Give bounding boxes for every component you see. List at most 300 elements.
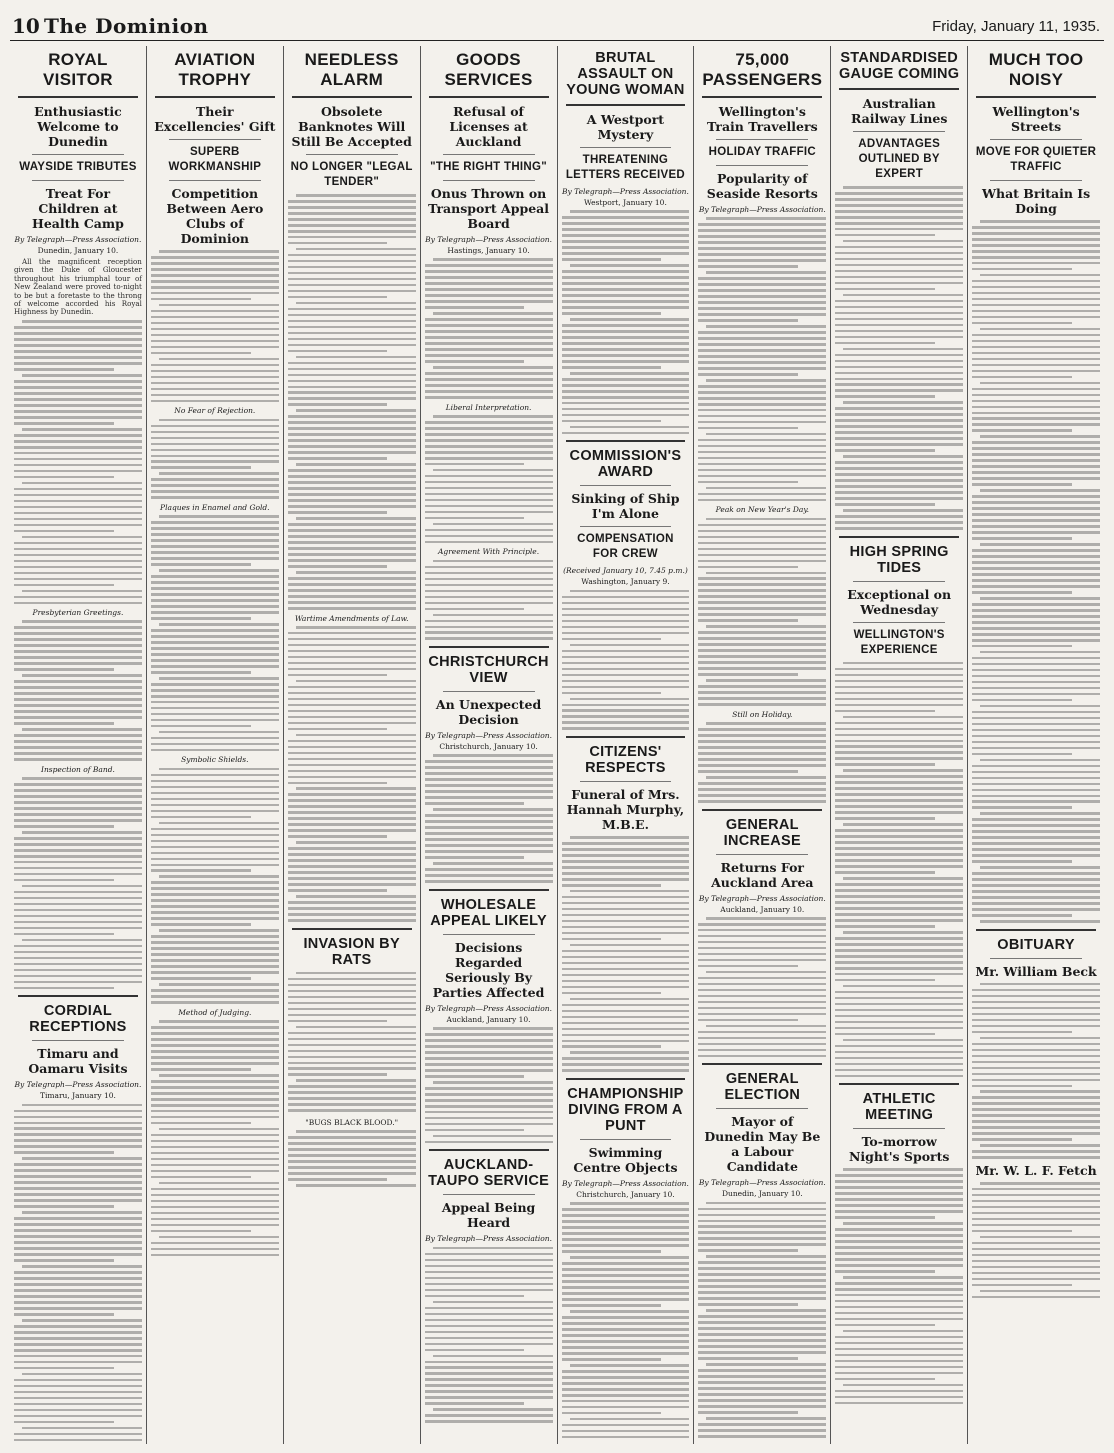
text-line	[835, 1009, 963, 1012]
text-line	[159, 1182, 279, 1185]
text-line	[425, 1057, 553, 1060]
text-line	[14, 722, 114, 725]
text-line	[562, 1016, 690, 1019]
text-line	[698, 463, 826, 466]
text-line	[562, 602, 690, 605]
text-line	[698, 481, 798, 484]
text-line	[151, 262, 279, 265]
text-line	[698, 536, 826, 539]
text-line	[698, 343, 826, 346]
deck: An Unexpected Decision	[435, 697, 542, 728]
text-line	[706, 487, 826, 490]
text-line	[151, 911, 279, 914]
text-line	[288, 1172, 416, 1175]
text-line	[835, 467, 963, 470]
text-line	[22, 428, 142, 431]
text-line	[288, 427, 416, 430]
text-line	[698, 337, 826, 340]
text-line	[835, 1003, 963, 1006]
text-line	[14, 1307, 142, 1310]
text-line	[288, 224, 416, 227]
text-line	[425, 880, 553, 883]
article-text	[425, 1027, 553, 1143]
text-line	[972, 747, 1100, 750]
text-line	[14, 1313, 114, 1316]
text-line	[835, 1051, 963, 1054]
text-line	[835, 413, 963, 416]
text-line	[288, 475, 416, 478]
text-line	[972, 537, 1072, 540]
text-line	[425, 856, 525, 859]
text-line	[972, 519, 1100, 522]
subdeck: MOVE FOR QUIETER TRAFFIC	[975, 146, 1097, 173]
text-line	[14, 350, 142, 353]
text-line	[698, 673, 798, 676]
text-line	[14, 554, 142, 557]
text-line	[288, 686, 416, 689]
text-line	[14, 963, 142, 966]
text-line	[433, 415, 553, 418]
text-line	[425, 1141, 553, 1144]
text-line	[835, 204, 963, 207]
text-line	[151, 1164, 279, 1167]
text-line	[835, 1282, 963, 1285]
text-line	[288, 1008, 416, 1011]
text-line	[288, 978, 416, 981]
text-line	[14, 1289, 142, 1292]
text-line	[698, 1327, 826, 1330]
text-line	[425, 511, 553, 514]
text-line	[835, 775, 963, 778]
text-line	[288, 782, 388, 785]
text-line	[698, 235, 826, 238]
text-line	[14, 903, 142, 906]
text-line	[425, 1396, 553, 1399]
text-line	[288, 1002, 416, 1005]
text-line	[159, 768, 279, 771]
text-line	[159, 1128, 279, 1131]
text-line	[151, 995, 279, 998]
text-line	[151, 310, 279, 313]
text-line	[835, 330, 963, 333]
text-line	[425, 1069, 553, 1072]
text-line	[14, 572, 142, 575]
text-line	[288, 380, 416, 383]
text-line	[14, 855, 142, 858]
article-text	[151, 1020, 279, 1256]
text-line	[288, 493, 416, 496]
text-line	[151, 400, 279, 403]
text-line	[14, 686, 142, 689]
text-line	[972, 1055, 1100, 1058]
text-line	[151, 923, 251, 926]
text-line	[562, 1208, 690, 1211]
credit-line: (Received January 10, 7.45 p.m.)	[563, 566, 688, 576]
text-line	[425, 306, 525, 309]
text-line	[698, 1375, 826, 1378]
text-line	[425, 838, 553, 841]
text-line	[562, 300, 690, 303]
text-line	[698, 1001, 826, 1004]
text-line	[972, 848, 1100, 851]
text-line	[562, 252, 690, 255]
text-line	[425, 1402, 525, 1405]
text-line	[288, 638, 416, 641]
text-line	[14, 662, 142, 665]
text-line	[288, 752, 416, 755]
text-line	[425, 572, 553, 575]
text-line	[570, 1051, 690, 1054]
crosshead: Wartime Amendments of Law.	[294, 613, 409, 623]
text-line	[562, 342, 690, 345]
text-line	[835, 859, 963, 862]
deck: Mayor of Dunedin May Be a Labour Candidate	[704, 1114, 821, 1175]
text-line	[570, 998, 690, 1001]
text-line	[562, 294, 690, 297]
text-line	[972, 1102, 1100, 1105]
text-line	[698, 577, 826, 580]
text-line	[570, 1256, 690, 1259]
text-line	[570, 590, 690, 593]
crosshead: Liberal Interpretation.	[445, 402, 532, 412]
text-line	[562, 1214, 690, 1217]
text-line	[288, 883, 416, 886]
text-line	[972, 884, 1100, 887]
text-line	[562, 884, 662, 887]
text-line	[706, 271, 826, 274]
text-line	[425, 760, 553, 763]
text-line	[562, 270, 690, 273]
text-line	[835, 835, 963, 838]
text-line	[151, 1068, 251, 1071]
text-line	[980, 759, 1100, 762]
text-line	[698, 800, 826, 803]
headline: CHAMPIONSHIP DIVING FROM A PUNT	[567, 1086, 684, 1135]
article-text	[151, 768, 279, 1004]
text-line	[151, 689, 279, 692]
text-line	[14, 422, 114, 425]
divider	[716, 165, 808, 166]
text-line	[14, 524, 142, 527]
text-line	[151, 671, 251, 674]
text-line	[151, 256, 279, 259]
text-line	[562, 1292, 690, 1295]
divider	[839, 536, 959, 538]
text-line	[22, 885, 142, 888]
text-line	[562, 1394, 690, 1397]
text-line	[562, 1028, 690, 1031]
text-line	[14, 404, 142, 407]
text-line	[562, 390, 690, 393]
text-line	[288, 1148, 416, 1151]
article-text	[151, 250, 279, 402]
text-line	[972, 699, 1072, 702]
text-line	[570, 944, 690, 947]
text-line	[835, 216, 963, 219]
text-line	[835, 479, 963, 482]
headline: HIGH SPRING TIDES	[849, 543, 949, 576]
crosshead: Still on Holiday.	[732, 709, 793, 719]
divider	[702, 809, 822, 811]
text-line	[835, 1288, 963, 1291]
text-line	[698, 229, 826, 232]
text-line	[835, 865, 963, 868]
text-line	[296, 626, 416, 629]
text-line	[835, 698, 963, 701]
text-line	[433, 366, 553, 369]
text-line	[835, 1186, 963, 1189]
text-line	[425, 318, 553, 321]
credit-line: By Telegraph—Press Association.	[698, 205, 826, 214]
text-line	[151, 953, 279, 956]
text-line	[562, 330, 690, 333]
text-line	[288, 1050, 416, 1053]
text-line	[698, 1381, 826, 1384]
text-line	[835, 811, 963, 814]
text-line	[972, 669, 1100, 672]
text-line	[14, 909, 142, 912]
text-line	[706, 1025, 826, 1028]
text-line	[151, 376, 279, 379]
text-line	[972, 1254, 1100, 1257]
text-line	[425, 766, 553, 769]
deck-2: What Britain Is Doing	[981, 186, 1091, 216]
text-line	[288, 984, 416, 987]
text-line	[14, 1253, 142, 1256]
text-line	[698, 548, 826, 551]
text-line	[706, 1417, 826, 1420]
text-line	[425, 421, 553, 424]
text-line	[835, 793, 963, 796]
text-line	[698, 1285, 826, 1288]
text-line	[570, 264, 690, 267]
text-line	[288, 758, 416, 761]
text-line	[562, 680, 690, 683]
subdeck: SUPERB WORKMANSHIP	[168, 146, 262, 173]
text-line	[706, 379, 826, 382]
text-line	[835, 515, 963, 518]
text-line	[980, 274, 1100, 277]
text-line	[14, 1127, 142, 1130]
text-line	[972, 603, 1100, 606]
text-line	[425, 608, 525, 611]
text-line	[972, 1150, 1100, 1153]
text-line	[835, 318, 963, 321]
text-line	[14, 518, 142, 521]
text-line	[425, 463, 525, 466]
divider	[443, 1194, 535, 1195]
text-line	[14, 656, 142, 659]
text-line	[972, 364, 1100, 367]
text-line	[843, 931, 963, 934]
text-line	[425, 850, 553, 853]
text-line	[151, 575, 279, 578]
text-line	[151, 1080, 279, 1083]
text-line	[698, 1351, 826, 1354]
article-text	[562, 590, 690, 730]
text-line	[972, 1114, 1100, 1117]
text-line	[698, 1007, 826, 1010]
text-line	[562, 1370, 690, 1373]
text-line	[562, 715, 690, 718]
text-line	[972, 1031, 1072, 1034]
divider	[443, 154, 535, 155]
subdeck: WELLINGTON'S EXPERIENCE	[853, 628, 945, 656]
text-line	[288, 391, 416, 394]
text-line	[835, 692, 963, 695]
text-line	[425, 427, 553, 430]
divider	[702, 96, 822, 98]
text-line	[843, 823, 963, 826]
divider	[18, 995, 138, 997]
advertisement: "BUGS BLACK BLOOD."	[305, 1117, 399, 1127]
text-line	[562, 336, 690, 339]
divider	[566, 736, 686, 738]
text-line	[562, 1322, 690, 1325]
text-line	[562, 1004, 690, 1007]
text-line	[425, 1105, 553, 1108]
masthead	[10, 14, 1104, 41]
text-line	[14, 1217, 142, 1220]
text-line	[151, 786, 279, 789]
article-text	[698, 217, 826, 501]
text-line	[288, 1014, 416, 1017]
text-line	[698, 421, 826, 424]
text-line	[14, 506, 142, 509]
headline: NEEDLESS ALARM	[304, 50, 399, 89]
text-line	[288, 805, 416, 808]
text-line	[835, 979, 935, 982]
text-line	[972, 555, 1100, 558]
text-line	[288, 469, 416, 472]
text-line	[980, 983, 1100, 986]
article-text	[698, 917, 826, 1057]
text-line	[698, 566, 798, 569]
text-line	[425, 433, 553, 436]
text-line	[425, 1349, 525, 1352]
text-line	[425, 276, 553, 279]
text-line	[22, 831, 142, 834]
text-line	[698, 1225, 826, 1228]
text-line	[288, 553, 416, 556]
text-line	[425, 529, 553, 532]
text-line	[425, 505, 553, 508]
text-line	[835, 336, 963, 339]
text-line	[296, 787, 416, 790]
dateline: Dunedin, January 10.	[37, 246, 119, 255]
text-line	[835, 722, 963, 725]
text-line	[14, 975, 142, 978]
text-line	[835, 757, 963, 760]
text-line	[972, 609, 1100, 612]
text-line	[151, 533, 279, 536]
text-line	[151, 989, 279, 992]
text-line	[972, 1138, 1072, 1141]
text-line	[14, 434, 142, 437]
text-line	[151, 551, 279, 554]
headline: AUCKLAND-TAUPO SERVICE	[428, 1157, 550, 1190]
text-line	[151, 893, 279, 896]
text-line	[835, 246, 963, 249]
text-line	[562, 1340, 690, 1343]
text-line	[972, 717, 1100, 720]
text-line	[562, 896, 690, 899]
deck-2: Onus Thrown on Transport Appeal Board	[428, 186, 550, 231]
text-line	[843, 186, 963, 189]
text-line	[835, 276, 963, 279]
text-line	[972, 549, 1100, 552]
text-line	[835, 1033, 935, 1036]
text-line	[22, 374, 142, 377]
text-line	[151, 1200, 279, 1203]
text-line	[698, 361, 826, 364]
text-line	[980, 489, 1100, 492]
text-line	[562, 992, 662, 995]
text-line	[151, 1044, 279, 1047]
text-line	[288, 386, 416, 389]
divider	[292, 96, 412, 98]
text-line	[14, 458, 142, 461]
text-line	[425, 1051, 553, 1054]
text-line	[698, 469, 826, 472]
text-line	[14, 356, 142, 359]
text-line	[972, 429, 1072, 432]
text-line	[562, 962, 690, 965]
text-line	[972, 1001, 1100, 1004]
text-line	[698, 554, 826, 557]
text-line	[433, 808, 553, 811]
text-line	[972, 1206, 1100, 1209]
text-line	[972, 1049, 1100, 1052]
text-line	[288, 403, 388, 406]
text-line	[14, 548, 142, 551]
text-line	[288, 817, 416, 820]
text-line	[835, 1372, 963, 1375]
dateline: Dunedin, January 10.	[721, 1189, 803, 1199]
text-line	[425, 868, 553, 871]
text-line	[14, 1241, 142, 1244]
text-line	[288, 764, 416, 767]
text-line	[288, 877, 416, 880]
text-line	[22, 1104, 142, 1107]
text-line	[14, 746, 142, 749]
text-line	[288, 698, 416, 701]
text-line	[972, 250, 1100, 253]
text-line	[835, 1045, 963, 1048]
text-line	[835, 1396, 963, 1399]
text-line	[980, 651, 1100, 654]
article-text	[14, 620, 142, 760]
text-line	[698, 697, 826, 700]
text-line	[843, 455, 963, 458]
text-line	[972, 872, 1100, 875]
text-line	[433, 523, 553, 526]
text-line	[14, 530, 114, 533]
text-line	[433, 469, 553, 472]
text-line	[698, 277, 826, 280]
text-line	[151, 917, 279, 920]
divider	[429, 96, 549, 98]
text-line	[562, 926, 690, 929]
text-line	[835, 1360, 963, 1363]
text-line	[425, 282, 553, 285]
text-line	[425, 1271, 553, 1274]
text-line	[835, 955, 963, 958]
text-line	[980, 382, 1100, 385]
dateline: Washington, January 9.	[581, 577, 670, 587]
text-line	[288, 1056, 416, 1059]
text-line	[425, 1129, 525, 1132]
